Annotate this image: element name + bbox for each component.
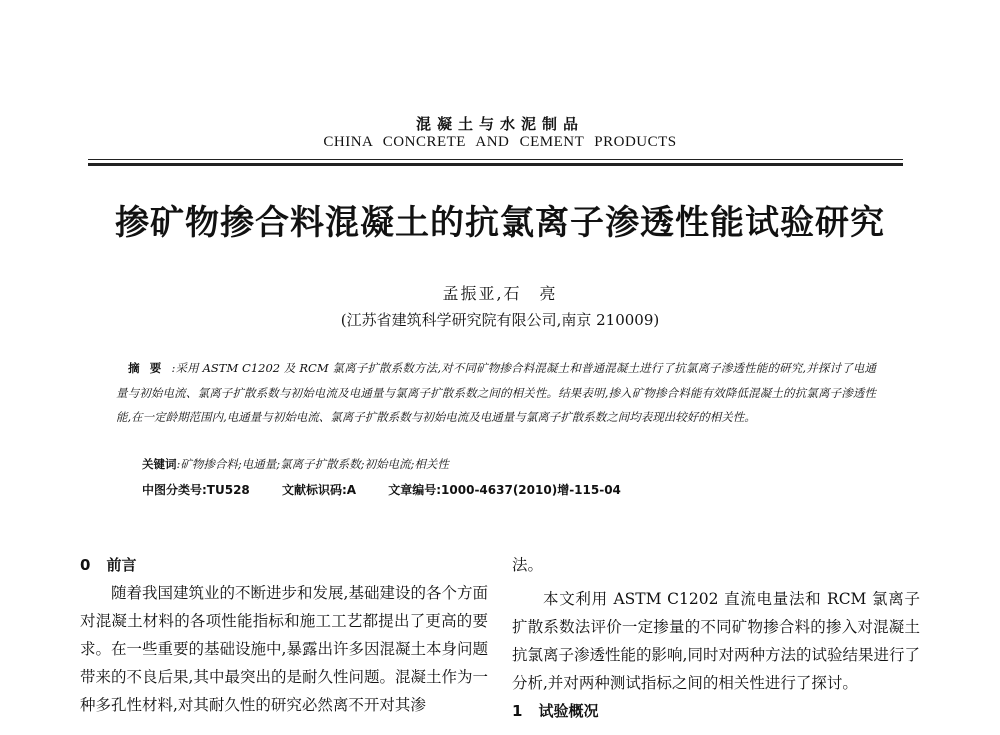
article-number: 文章编号:1000-4637(2010)增-115-04 [388,483,621,497]
journal-name-english: CHINA CONCRETE AND CEMENT PRODUCTS [323,134,677,150]
section-title: 前言 [106,556,137,574]
preface-paragraph: 随着我国建筑业的不断进步和发展,基础建设的各个方面对混凝土材料的各项性能指标和施工工艺都提出了更高的要求。在一些重要的基础设施中,暴露出许多因混凝土本身问题带来的不良后果,其中最突出的是耐久性问题。混凝土作为一种多孔性材料,对其耐久性的研究必然离不开对其渗 [80,584,488,714]
author-list: 孟振亚,石 亮 [442,284,558,303]
section-number: 0 [80,556,91,574]
abstract-label: 摘要 [128,361,172,375]
body-column-left [80,551,488,719]
abstract [116,356,876,430]
paper-title: 掺矿物掺合料混凝土的抗氯离子渗透性能试验研究 [115,203,885,243]
section-heading-preface [80,551,488,579]
keywords-text: :矿物掺合料;电通量;氯离子扩散系数;初始电流;相关性 [176,457,449,471]
section-title: 试验概况 [538,702,599,720]
author-affiliation: (江苏省建筑科学研究院有限公司,南京 210009) [340,311,660,329]
header-rule-thick [88,163,903,166]
abstract-text: :采用 ASTM C1202 及 RCM 氯离子扩散系数方法,对不同矿物掺合料混凝土和普通混凝土进行了抗氯离子渗透性能的研究,并探讨了电通量与初始电流、氯离子扩散系数与初始电流及电通量与氯离子扩散系数之间的相关性。结果表明,掺入矿物掺合料能有效降低混凝土的抗氯离子渗透性能,在一定龄期范围内,电通量与初始电流、氯离子扩散系数与初始电流及电通量与氯离子扩散系数之间均表现出较好的相关性。 [116,361,876,424]
header-rule-thin [88,159,903,160]
section-number: 1 [512,702,523,720]
section-heading-experiment [512,697,920,725]
clc-number: 中图分类号:TU528 [142,483,250,497]
keywords [142,456,449,472]
body-column-right [512,551,920,725]
continued-text: 法。 [512,556,544,574]
keywords-label: 关键词 [142,457,177,471]
classification-row [142,481,649,498]
intro-paragraph: 本文利用 ASTM C1202 直流电量法和 RCM 氯离子扩散系数法评价一定掺量的不同矿物掺合料的掺入对混凝土抗氯离子渗透性能的影响,同时对两种方法的试验结果进行了分析,并对两种测试指标之间的相关性进行了探讨。 [512,590,920,692]
journal-name-chinese: 混凝土与水泥制品 [415,115,584,133]
document-code: 文献标识码:A [281,483,357,497]
